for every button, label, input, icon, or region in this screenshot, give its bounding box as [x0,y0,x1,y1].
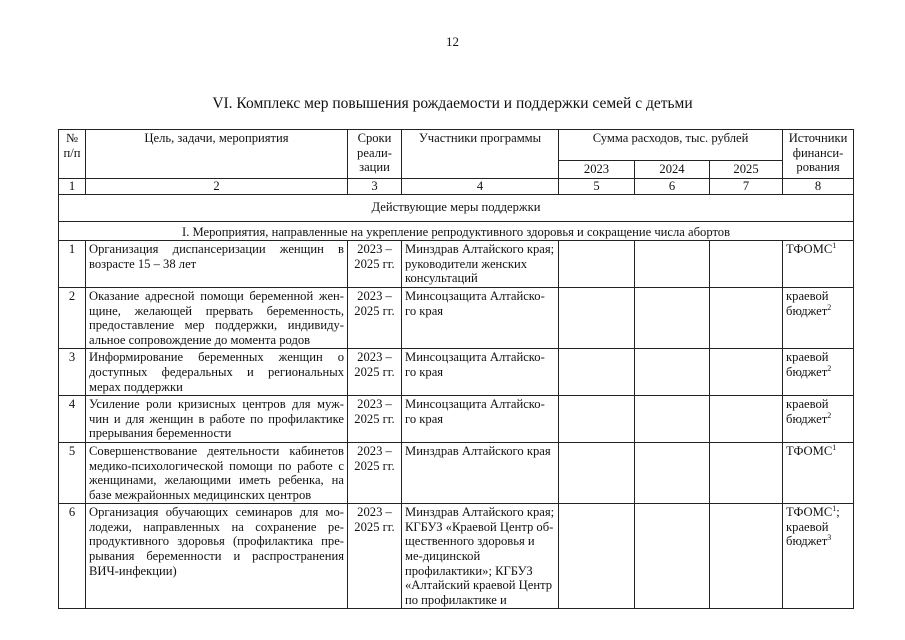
row-expense-2024 [635,504,710,609]
table-row [59,241,854,288]
row-expense-2024 [635,396,710,443]
column-number: 1 [59,178,86,194]
row-term: 2023 – 2025 гг. [348,349,402,396]
page-number: 12 [446,34,459,49]
table-row [59,287,854,348]
column-number: 6 [635,178,710,194]
row-expense-2023 [559,504,635,609]
document-title: VI. Комплекс мер повышения рождаемости и поддержки семей с детьми [212,95,693,112]
row-expense-2024 [635,442,710,503]
row-source: ТФОМС$^1$ [783,241,854,288]
row-number: 3 [59,349,86,396]
header-goal: Цель, задачи, мероприятия [86,130,348,179]
row-expense-2023 [559,349,635,396]
measures-table [58,129,854,609]
column-number: 8 [783,178,854,194]
header-num: № п/п [59,130,86,179]
row-number: 6 [59,504,86,609]
row-measure: Организация обучающих семинаров для мо-лодежи, направленных на сохранение ре-продуктивного здоровья (профилактика пре-рывания беременности и распространения ВИЧ-инфекции) [86,504,348,609]
row-measure: Оказание адресной помощи беременной жен-щине, желающей прервать беременность, предоставление мер поддержки, индивиду-альное сопровождение до момента родов [86,287,348,348]
row-expense-2025 [710,504,783,609]
row-measure: Информирование беременных женщин о доступных федеральных и региональных мерах поддержки [86,349,348,396]
column-number: 4 [402,178,559,194]
row-number: 1 [59,241,86,288]
section-current-measures: Действующие меры поддержки [59,194,854,221]
row-source: ТФОМС$^1$; краевой бюджет$^3$ [783,504,854,609]
header-year-2025: 2025 [710,161,783,179]
row-term: 2023 – 2025 гг. [348,504,402,609]
header-year-2023: 2023 [559,161,635,179]
row-expense-2025 [710,349,783,396]
row-expense-2023 [559,287,635,348]
row-source: краевой бюджет$^2$ [783,396,854,443]
row-source: краевой бюджет$^2$ [783,349,854,396]
row-participants: Минсоцзащита Алтайско-го края [402,396,559,443]
row-term: 2023 – 2025 гг. [348,287,402,348]
column-number: 5 [559,178,635,194]
row-participants: Минздрав Алтайского края [402,442,559,503]
row-source: краевой бюджет$^2$ [783,287,854,348]
row-participants: Минздрав Алтайского края; руководители женских консультаций [402,241,559,288]
column-number: 2 [86,178,348,194]
row-expense-2024 [635,349,710,396]
header-participants: Участники программы [402,130,559,179]
row-expense-2023 [559,396,635,443]
row-measure: Усиление роли кризисных центров для муж-чин и для женщин в работе по профилактике прерывания беременности [86,396,348,443]
header-sources: Источники финанси-рования [783,130,854,179]
row-expense-2025 [710,396,783,443]
row-measure: Совершенствование деятельности кабинетов медико-психологической помощи по работе с женщинами, желающими иметь ребенка, на базе межрайонных медицинских центров [86,442,348,503]
row-expense-2023 [559,442,635,503]
row-term: 2023 – 2025 гг. [348,396,402,443]
row-expense-2025 [710,241,783,288]
row-number: 4 [59,396,86,443]
row-expense-2025 [710,442,783,503]
row-participants: Минсоцзащита Алтайско-го края [402,287,559,348]
header-terms: Сроки реали-зации [348,130,402,179]
table-row [59,396,854,443]
row-expense-2024 [635,241,710,288]
row-term: 2023 – 2025 гг. [348,241,402,288]
row-term: 2023 – 2025 гг. [348,442,402,503]
row-measure: Организация диспансеризации женщин в возрасте 15 – 38 лет [86,241,348,288]
row-source: ТФОМС$^1$ [783,442,854,503]
row-expense-2025 [710,287,783,348]
header-year-2024: 2024 [635,161,710,179]
table-row [59,349,854,396]
table-row [59,442,854,503]
column-number: 7 [710,178,783,194]
row-expense-2024 [635,287,710,348]
header-expenses: Сумма расходов, тыс. рублей [559,130,783,161]
row-participants: Минсоцзащита Алтайско-го края [402,349,559,396]
row-number: 2 [59,287,86,348]
row-expense-2023 [559,241,635,288]
row-number: 5 [59,442,86,503]
column-number: 3 [348,178,402,194]
row-participants: Минздрав Алтайского края; КГБУЗ «Краевой Центр об-щественного здоровья и ме-дицинской профилактики»; КГБУЗ «Алтайский краевой Центр по профилактике и [402,504,559,609]
subsection-reproductive-health: I. Мероприятия, направленные на укрепление репродуктивного здоровья и сокращение числа абортов [59,221,854,241]
table-row [59,504,854,609]
